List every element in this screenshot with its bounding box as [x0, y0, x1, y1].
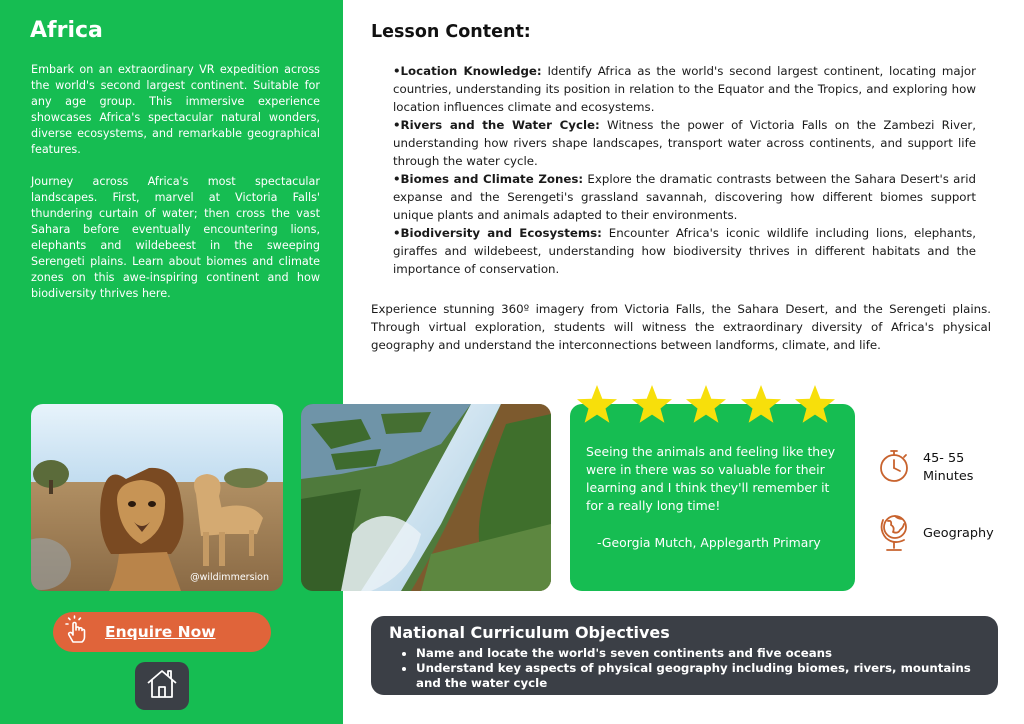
- duration-label: 45- 55 Minutes: [923, 451, 974, 484]
- lion-photo-image: [31, 404, 283, 591]
- lesson-item-heading: •Rivers and the Water Cycle:: [393, 118, 600, 132]
- lesson-item-biomes-climate: [393, 170, 976, 224]
- lesson-content-heading: Lesson Content:: [371, 22, 531, 42]
- testimonial-author: -Georgia Mutch, Applegarth Primary: [597, 535, 821, 550]
- tap-hand-icon: [61, 615, 91, 649]
- lesson-item-heading: •Biomes and Climate Zones:: [393, 172, 584, 186]
- lion-photo: [31, 404, 283, 591]
- stopwatch-icon: [878, 448, 910, 488]
- lesson-content-list: [393, 62, 976, 278]
- star-icon: [576, 384, 618, 424]
- curriculum-objectives-panel: [371, 616, 998, 695]
- star-rating: [576, 384, 836, 424]
- lesson-item-location-knowledge: [393, 62, 976, 116]
- lesson-item-heading: •Location Knowledge:: [393, 64, 542, 78]
- curriculum-objectives-title: National Curriculum Objectives: [389, 623, 670, 642]
- star-icon: [740, 384, 782, 424]
- victoria-falls-image: [301, 404, 551, 591]
- subject-info: [878, 510, 994, 558]
- objective-item: • Understand key aspects of physical geography including biomes, rivers, mountains and the water cycle: [416, 661, 976, 691]
- enquire-now-label: Enquire Now: [105, 623, 216, 641]
- star-icon: [794, 384, 836, 424]
- curriculum-objectives-list: [416, 646, 976, 691]
- star-icon: [631, 384, 673, 424]
- intro-text: [31, 62, 320, 302]
- home-icon: [145, 668, 179, 704]
- victoria-falls-photo: [301, 404, 551, 591]
- lesson-item-biodiversity: [393, 224, 976, 278]
- globe-icon: [878, 510, 910, 558]
- lesson-item-text: Identify Africa as the world's second largest continent, locating major countries, understanding its position in relation to the Equator and the Tropics, and exploring how location influences climate and ecosystems.: [393, 64, 976, 114]
- testimonial-quote: Seeing the animals and feeling like they were in there was so valuable for their learning and I think they'll remember it for a really long time!: [586, 444, 836, 513]
- intro-paragraph-1: Embark on an extraordinary VR expedition across the world's second largest continent. Suitable for any age group. This immersive experience showcases Africa's spectacular natural wonders, diverse ecosystems, and remarkable geographical features.: [31, 63, 320, 156]
- page-title: Africa: [30, 18, 103, 43]
- home-button[interactable]: [135, 662, 189, 710]
- duration-info: [878, 448, 983, 488]
- intro-paragraph-2: Journey across Africa's most spectacular landscapes. First, marvel at Victoria Falls' thundering curtain of water; then cross the vast Sahara before eventually encountering lions, elephants and wildebeest in the sweeping Serengeti plains. Learn about biomes and climate zones on this awe-inspiring continent and how biodiversity thrives here.: [31, 175, 320, 300]
- star-icon: [685, 384, 727, 424]
- lesson-item-text: Explore the dramatic contrasts between the Sahara Desert's arid expanse and the Serengeti's grassland savannah, discovering how different biomes support unique plants and animals adapted to their environments.: [393, 172, 976, 222]
- lesson-item-heading: •Biodiversity and Ecosystems:: [393, 226, 602, 240]
- lesson-item-rivers-water-cycle: [393, 116, 976, 170]
- experience-paragraph: Experience stunning 360º imagery from Victoria Falls, the Sahara Desert, and the Serengeti plains. Through virtual exploration, students will witness the extraordinary diversity of Africa's physical geography and understand the interconnections between landforms, climate, and life.: [371, 302, 991, 352]
- lesson-item-text: Encounter Africa's iconic wildlife including lions, elephants, giraffes and wildebeest, understanding how biodiversity thrives in different habitats and the importance of conservation.: [393, 226, 976, 276]
- photo-credit: @wildimmersion: [190, 572, 269, 583]
- enquire-now-button[interactable]: [53, 612, 271, 652]
- objective-item: • Name and locate the world's seven continents and five oceans: [416, 646, 976, 661]
- lesson-item-text: Witness the power of Victoria Falls on the Zambezi River, understanding how rivers shape landscapes, transport water across continents, and support life through the water cycle.: [393, 118, 976, 168]
- subject-label: Geography: [923, 526, 994, 541]
